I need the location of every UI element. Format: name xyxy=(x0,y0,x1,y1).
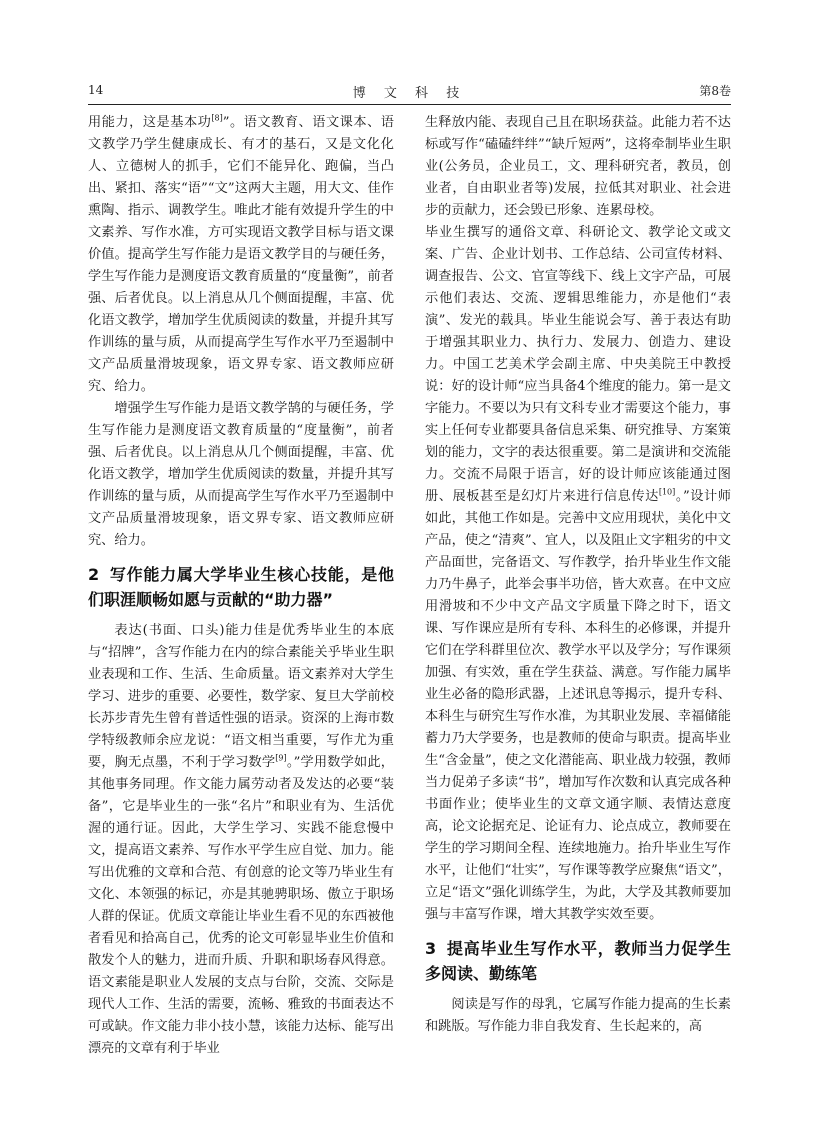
section-number: 3 xyxy=(425,939,437,958)
volume-label: 第8卷 xyxy=(699,84,731,98)
paragraph: 生释放内能、表现自己且在职场获益。此能力若不达标或写作“磕磕绊绊”“缺斤短两”，这将牵制毕业生职业(公务员，企业员工，文、理科研究者，教员，创业者，自由职业者等)发展，拉低其对职业、社会进步的贡献力，还会毁已形象、连累母校。 xyxy=(425,115,731,218)
page-number: 14 xyxy=(88,83,104,97)
paragraph: 阅读是写作的母乳，它属写作能力提高的生长素和跳版。写作能力非自我发育、生长起来的，高 xyxy=(425,997,731,1034)
citation-ref[interactable]: [10] xyxy=(658,487,676,497)
right-column xyxy=(425,112,731,1122)
journal-title: 博 文 科 技 xyxy=(352,86,467,101)
section-heading xyxy=(425,936,731,986)
running-header xyxy=(88,80,731,105)
citation-ref[interactable]: [8] xyxy=(211,113,223,123)
paragraph: 增强学生写作能力是语文教学鹄的与硬任务，学生写作能力是测度语文教育质量的“度量衡”，前者强、后者优良。以上消息从几个侧面提醒，丰富、优化语文教学，增加学生优质阅读的数量，并提升其写作训练的量与质，从而提高学生写作水平乃至遏制中文产品质量滑坡现象，语文界专家、语文教师应研究、给力。 xyxy=(88,401,394,548)
paragraph: 表达(书面、口头)能力佳是优秀毕业生的本底与“招牌”，含写作能力在内的综合素能关乎毕业生职业表现和工作、生活、生命质量。语文素养对大学生学习、进步的重要、必要性，数学家、复旦大学前校长苏步青先生曾有普适性强的语录。资深的上海市数学特级教师余应龙说：“语文相当重要，写作尤为重要，胸无点墨，不利于学习数学[9]。”学用数学如此，其他事务同理。作文能力属劳动者及发达的必要“装备”，它是毕业生的一张“名片”和职业有为、生活优渥的通行证。因此，大学生学习、实践不能怠慢中文，提高语文素养、写作水平学生应自觉、加力。能写出优雅的文章和合范、有创意的论文等乃毕业生有文化、本领强的标记，亦是其驰骋职场、傲立于职场人群的保证。优质文章能让毕业生看不见的东西被他者看见和拾高自己，优秀的论文可彰显毕业生价值和散发个人的魅力，进而升质、升职和职场春风得意。语文素能是职业人发展的支点与台阶，交流、交际是现代人工作、生活的需要，流畅、雅致的书面表达不可或缺。作文能力非小技小慧，该能力达标、能写出漂亮的文章有利于毕业 xyxy=(88,623,394,1056)
paragraph: 毕业生撰写的通俗文章、科研论文、教学论文或文案、广告、企业计划书、工作总结、公司宣传材料、调查报告、公文、官宣等线下、线上文字产品，可展示他们表达、交流、逻辑思维能力，亦是他们“表演”、发光的载具。毕业生能说会写、善于表达有助于增强其职业力、执行力、发展力、创造力、建设力。中国工艺美术学会副主席、中央美院王中教授说：好的设计师“应当具备4个维度的能力。第一是文字能力。不要以为只有文科专业才需要这个能力，事实上任何专业都要具备信息采集、研究推导、方案策划的能力，文字的表达很重要。第二是演讲和交流能力。交流不局限于语言，好的设计师应该能通过图册、展板甚至是幻灯片来进行信息传达[10]。”设计师如此，其他工作如是。完善中文应用现状，美化中文产品，使之“清爽”、宜人，以及阻止文字粗劣的中文产品面世，完备语文、写作教学，抬升毕业生作文能力乃牛鼻子，此举会事半功倍，皆大欢喜。在中文应用滑坡和不少中文产品文字质量下降之时下，语文课、写作课应是所有专科、本科生的必修课，并提升它们在学科群里位次、教学水平以及学分；写作课须加强、有实效，重在学生获益、满意。写作能力属毕业生必备的隐形武器，上述讯息等揭示，提升专科、本科生与研究生写作水准，为其职业发展、幸福储能蓄力乃大学要务，也是教师的使命与职责。提高毕业生“含金量”，使之文化潜能高、职业战力较强，教师当力促弟子多读“书”，增加写作次数和认真完成各种书面作业；使毕业生的文章文通字顺、表情达意度高，论文论据充足、论证有力、论点成立，教师要在学生的学习期间全程、连续地施力。抬升毕业生写作水平，让他们“壮实”，写作课等教学应聚焦“语文”，立足“语文”强化训练学生，为此，大学及其教师要加强与丰富写作课，增大其教学实效至要。 xyxy=(425,225,731,922)
citation-ref[interactable]: [9] xyxy=(275,753,287,763)
left-column xyxy=(88,112,394,1122)
section-title: 提高毕业生写作水平，教师当力促学生多阅读、勤练笔 xyxy=(425,939,731,983)
section-title: 写作能力属大学毕业生核心技能，是他们职涯顺畅如愿与贡献的“助力器” xyxy=(88,565,394,609)
section-number: 2 xyxy=(88,565,100,584)
section-heading xyxy=(88,562,394,612)
paragraph: 用能力，这是基本功[8]”。语文教育、语文课本、语文教学乃学生健康成长、有才的基石，又是文化化人、立德树人的抓手，它们不能异化、跑偏，当凸出、紧扣、落实“语”“文”这两大主题，用大文、佳作熏陶、指示、调教学生。唯此才能有效提升学生的中文素养、写作水准，方可实现语文教学目标与语文课价值。提高学生写作能力是语文教学目的与硬任务，学生写作能力是测度语文教育质量的“度量衡”，前者强、后者优良。以上消息从几个侧面提醒，丰富、优化语文教学，增加学生优质阅读的数量，并提升其写作训练的量与质，从而提高学生写作水平乃至遏制中文产品质量滑坡现象，语文界专家、语文教师应研究、给力。 xyxy=(88,113,394,394)
